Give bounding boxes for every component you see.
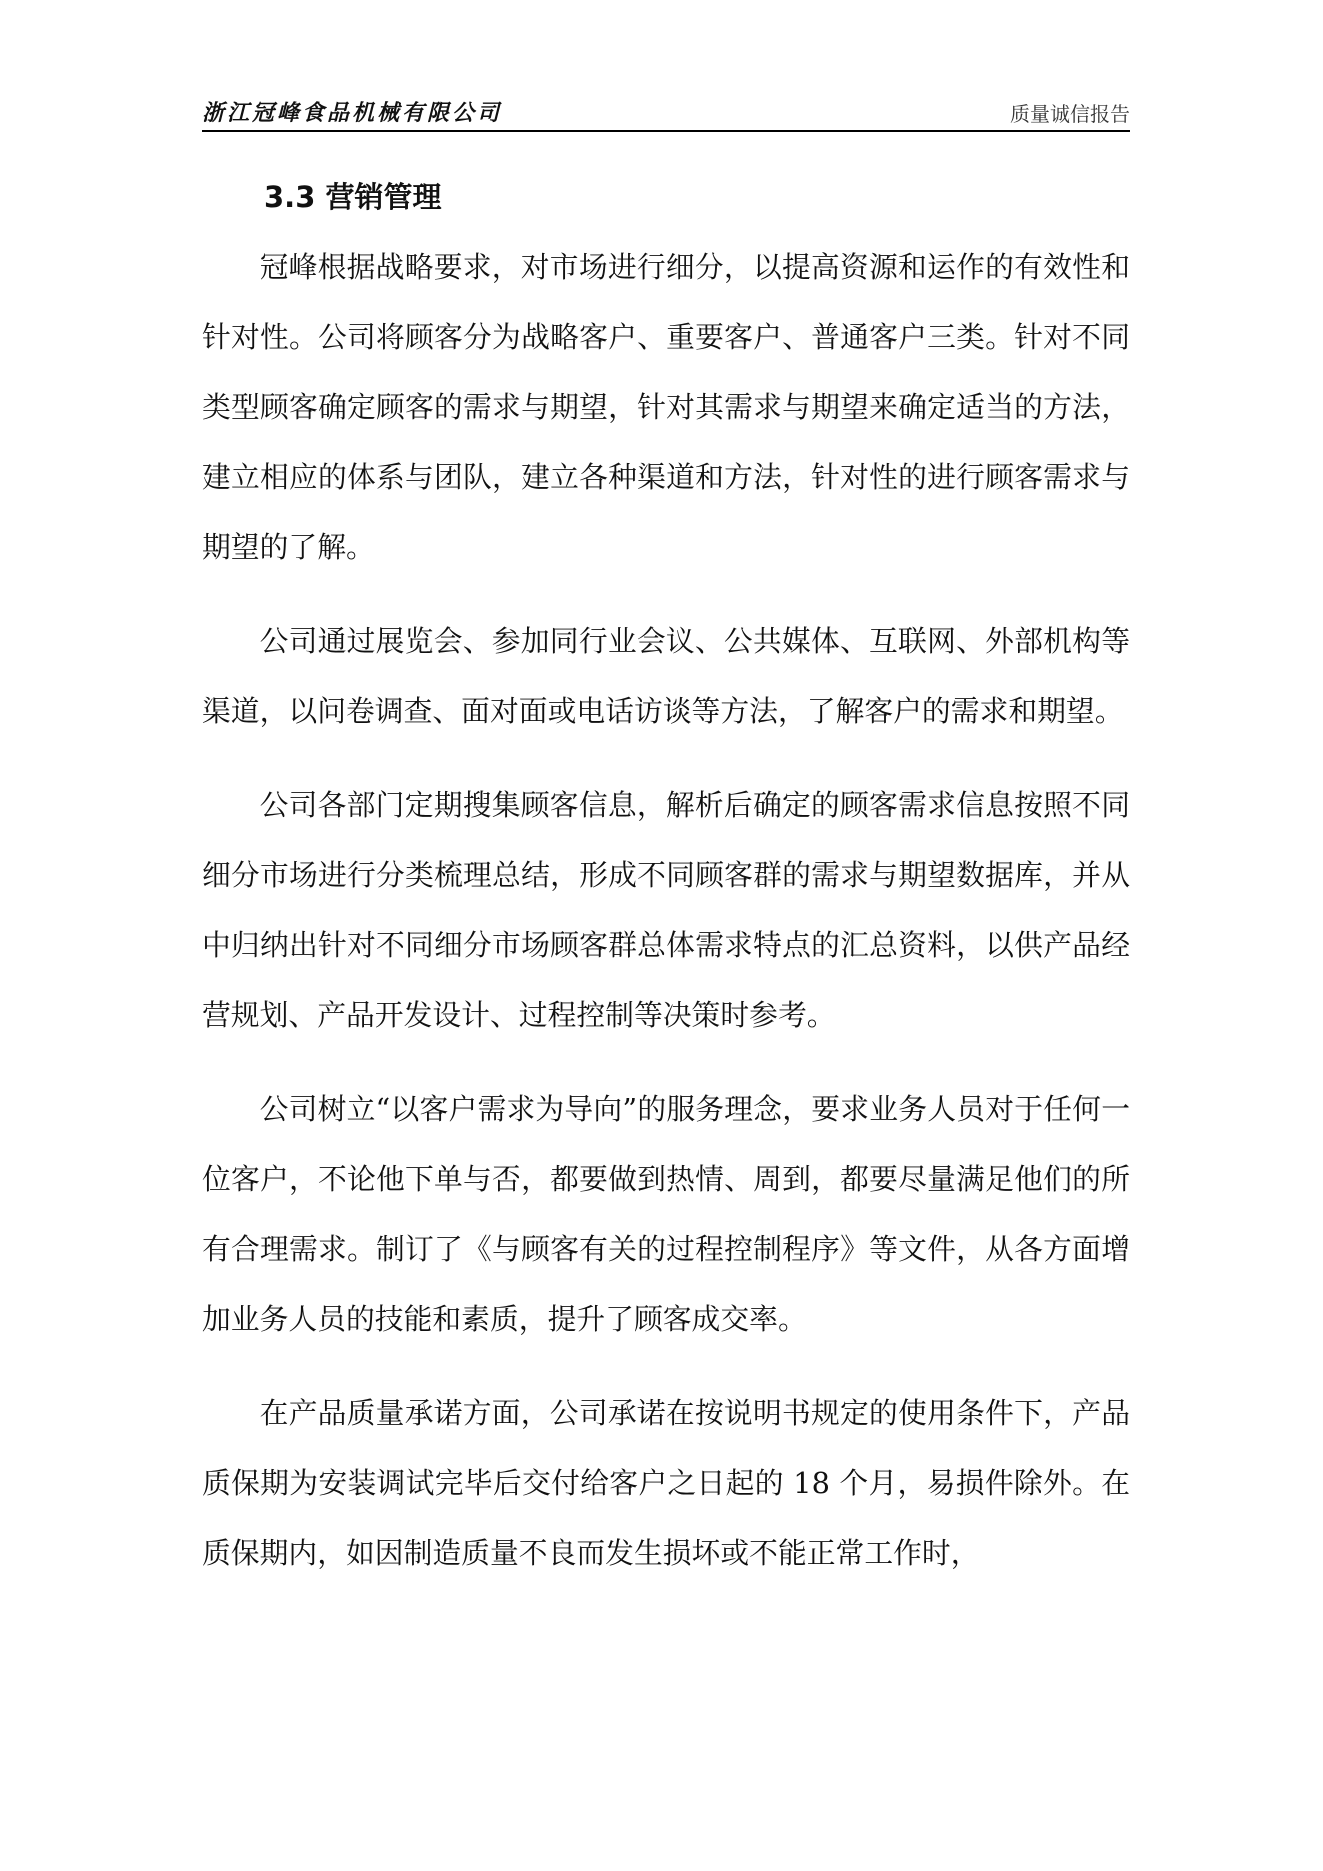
- paragraph-quality-commitment: 在产品质量承诺方面，公司承诺在按说明书规定的使用条件下，产品质保期为安装调试完毕后交付给客户之日起的 18 个月，易损件除外。在质保期内，如因制造质量不良而发生损坏或不能正常工作时，: [202, 1396, 1130, 1570]
- header-report-title: 质量诚信报告: [1010, 102, 1130, 126]
- document-body: [202, 170, 1130, 1612]
- paragraph-service-concept: 公司树立“以客户需求为导向”的服务理念，要求业务人员对于任何一位客户，不论他下单与否，都要做到热情、周到，都要尽量满足他们的所有合理需求。制订了《与顾客有关的过程控制程序》等文件，从各方面增加业务人员的技能和素质，提升了顾客成交率。: [202, 1092, 1130, 1336]
- paragraph-customer-info: 公司各部门定期搜集顾客信息，解析后确定的顾客需求信息按照不同细分市场进行分类梳理总结，形成不同顾客群的需求与期望数据库，并从中归纳出针对不同细分市场顾客群总体需求特点的汇总资料，以供产品经营规划、产品开发设计、过程控制等决策时参考。: [202, 788, 1130, 1032]
- paragraph-market-segmentation: 冠峰根据战略要求，对市场进行细分，以提高资源和运作的有效性和针对性。公司将顾客分为战略客户、重要客户、普通客户三类。针对不同类型顾客确定顾客的需求与期望，针对其需求与期望来确定适当的方法，建立相应的体系与团队，建立各种渠道和方法，针对性的进行顾客需求与期望的了解。: [202, 250, 1130, 564]
- paragraph-channels: 公司通过展览会、参加同行业会议、公共媒体、互联网、外部机构等渠道，以问卷调查、面对面或电话访谈等方法，了解客户的需求和期望。: [202, 624, 1130, 728]
- page-header: [202, 94, 1130, 132]
- header-company-name: 浙江冠峰食品机械有限公司: [202, 101, 503, 126]
- section-title: 3.3 营销管理: [264, 180, 442, 214]
